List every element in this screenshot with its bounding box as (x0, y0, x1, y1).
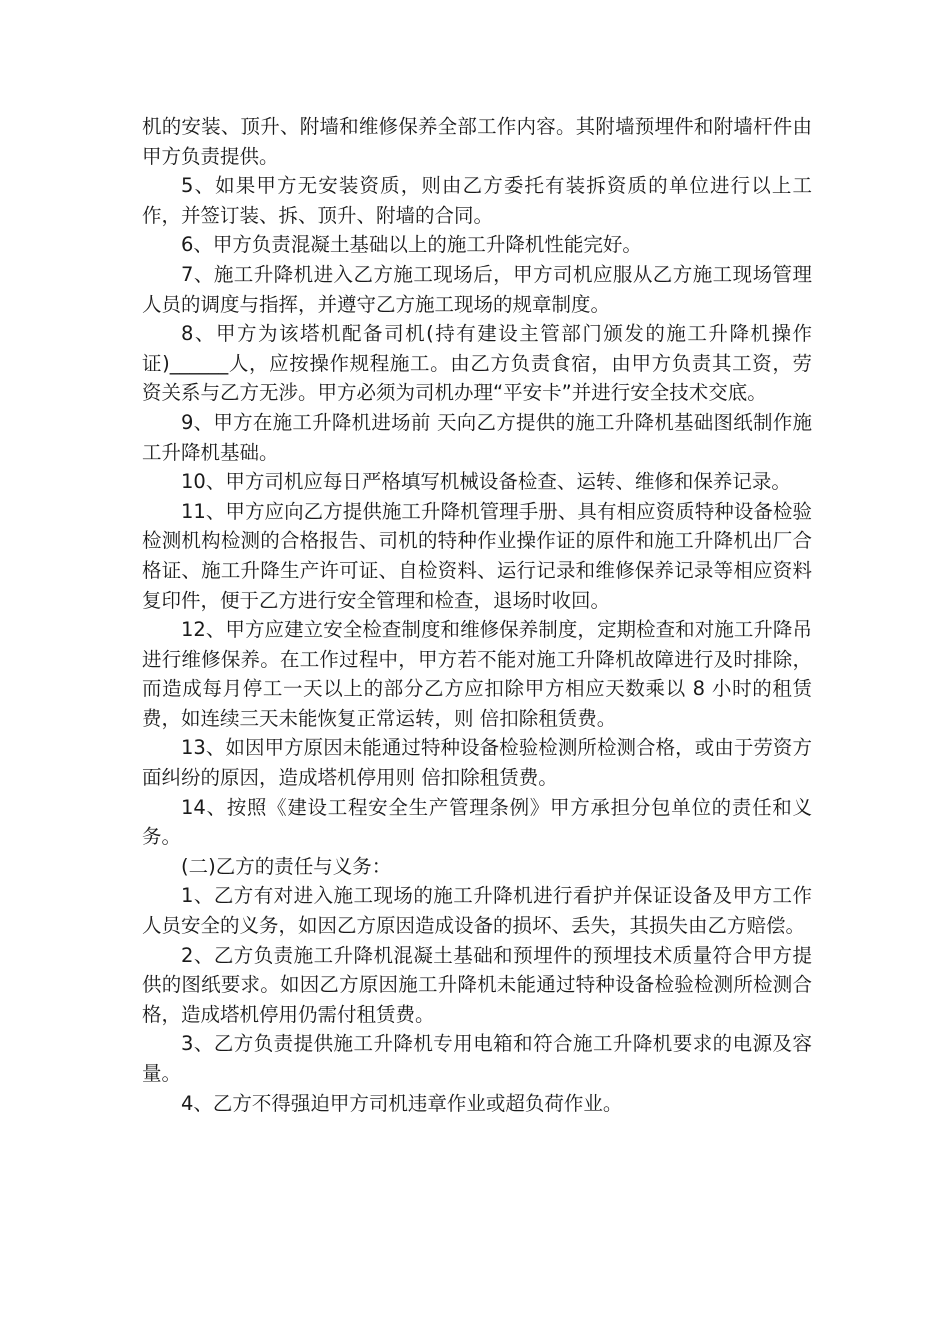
clause-10: 10、甲方司机应每日严格填写机械设备检查、运转、维修和保养记录。 (181, 470, 791, 494)
clause-8: 8、甲方为该塔机配备司机(持有建设主管部门颁发的施工升降机操作证)______人，应按操作规程施工。由乙方负责食宿，由甲方负责其工资，劳资关系与乙方无涉。甲方必须为司机办理“平安卡”并进行安全技术交底。 (142, 322, 812, 405)
clause-7: 7、施工升降机进入乙方施工现场后，甲方司机应服从乙方施工现场管理人员的调度与指挥，并遵守乙方施工现场的规章制度。 (142, 262, 812, 316)
clause-12: 12、甲方应建立安全检查制度和维修保养制度，定期检查和对施工升降吊进行维修保养。在工作过程中，甲方若不能对施工升降机故障进行及时排除，而造成每月停工一天以上的部分乙方应扣除甲方相应天数乘以 8 小时的租赁费，如连续三天未能恢复正常运转，则 倍扣除租赁费。 (142, 618, 812, 730)
paragraph-continued: 机的安装、顶升、附墙和维修保养全部工作内容。其附墙预埋件和附墙杆件由甲方负责提供。 (142, 115, 812, 168)
party-b-clause-3: 3、乙方负责提供施工升降机专用电箱和符合施工升降机要求的电源及容量。 (142, 1032, 812, 1085)
section-heading-party-b: (二)乙方的责任与义务： (181, 854, 392, 878)
party-b-clause-4: 4、乙方不得强迫甲方司机违章作业或超负荷作业。 (181, 1091, 623, 1115)
clause-13: 13、如因甲方原因未能通过特种设备检验检测所检测合格，或由于劳资方面纠纷的原因，造成塔机停用则 倍扣除租赁费。 (142, 736, 812, 790)
clause-9: 9、甲方在施工升降机进场前 天向乙方提供的施工升降机基础图纸制作施工升降机基础。 (142, 410, 812, 464)
party-b-clause-1: 1、乙方有对进入施工现场的施工升降机进行看护并保证设备及甲方工作人员安全的义务，如因乙方原因造成设备的损坏、丢失，其损失由乙方赔偿。 (142, 884, 812, 938)
clause-14: 14、按照《建设工程安全生产管理条例》甲方承担分包单位的责任和义务。 (142, 795, 812, 849)
party-b-clause-2: 2、乙方负责施工升降机混凝土基础和预埋件的预埋技术质量符合甲方提供的图纸要求。如因乙方原因施工升降机未能通过特种设备检验检测所检测合格，造成塔机停用仍需付租赁费。 (142, 943, 812, 1026)
document-page (142, 112, 812, 1118)
clause-6: 6、甲方负责混凝土基础以上的施工升降机性能完好。 (181, 233, 642, 257)
clause-5: 5、如果甲方无安装资质，则由乙方委托有装拆资质的单位进行以上工作，并签订装、拆、顶升、附墙的合同。 (142, 174, 812, 227)
clause-11: 11、甲方应向乙方提供施工升降机管理手册、具有相应资质特种设备检验检测机构检测的合格报告、司机的特种作业操作证的原件和施工升降机出厂合格证、施工升降生产许可证、自检资料、运行记录和维修保养记录等相应资料复印件，便于乙方进行安全管理和检查，退场时收回。 (142, 499, 812, 612)
